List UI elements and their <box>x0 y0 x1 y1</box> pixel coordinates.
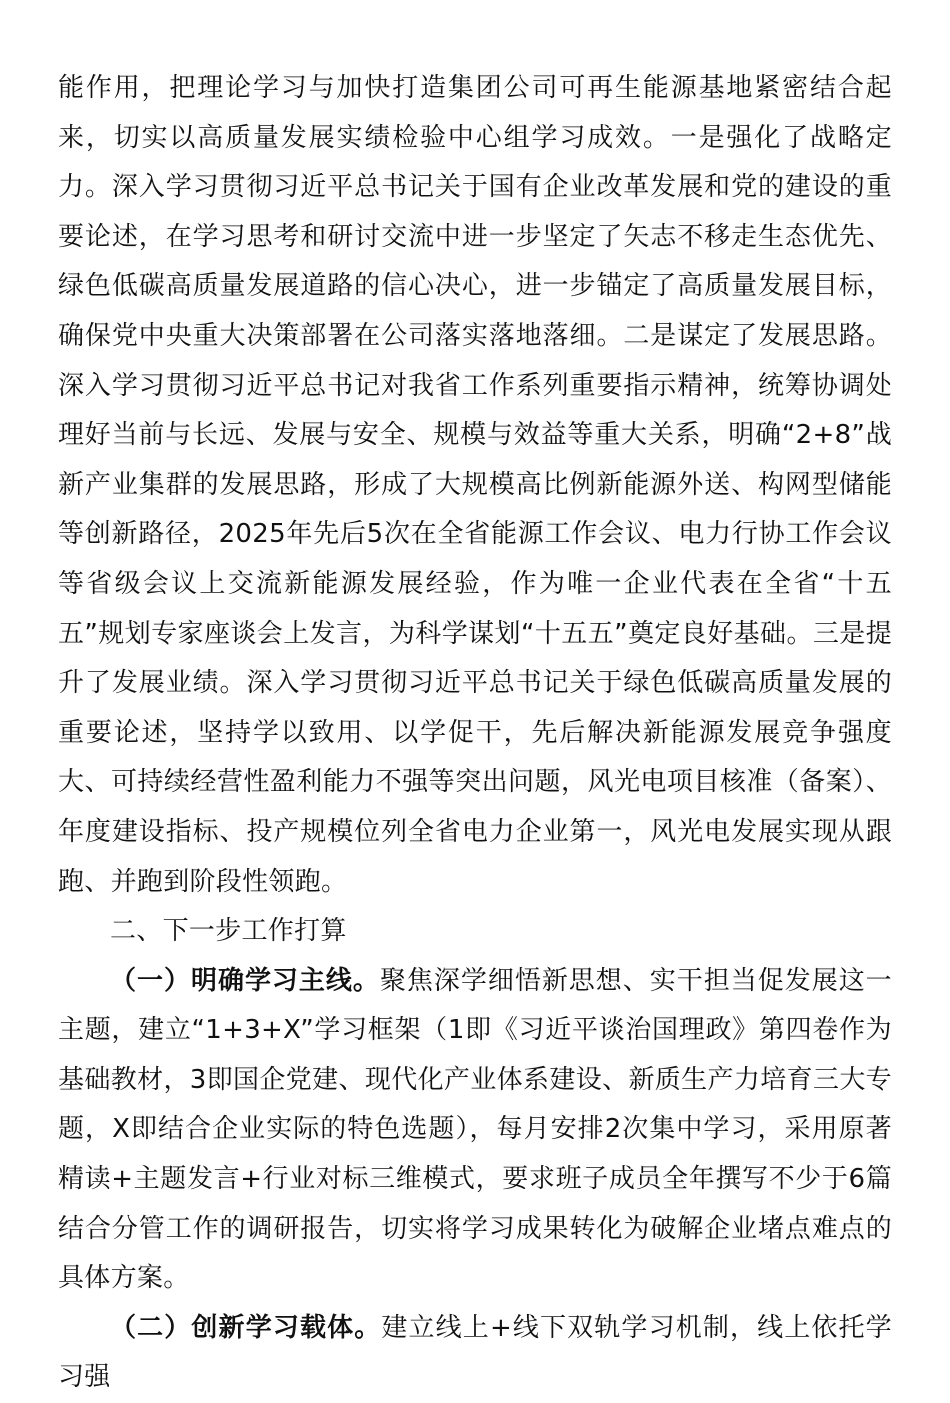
item-2-lead: （二）创新学习载体。 <box>110 1312 382 1343</box>
paragraph-item-1 <box>58 957 892 1304</box>
item-2-body: 建立线上+线下双轨学习机制，线上依托学习强 <box>58 1312 892 1393</box>
paragraph-continuation: 能作用，把理论学习与加快打造集团公司可再生能源基地紧密结合起来，切实以高质量发展实绩检验中心组学习成效。一是强化了战略定力。深入学习贯彻习近平总书记关于国有企业改革发展和党的建设的重要论述，在学习思考和研讨交流中进一步坚定了矢志不移走生态优先、绿色低碳高质量发展道路的信心决心，进一步锚定了高质量发展目标，确保党中央重大决策部署在公司落实落地落细。二是谋定了发展思路。深入学习贯彻习近平总书记对我省工作系列重要指示精神，统筹协调处理好当前与长远、发展与安全、规模与效益等重大关系，明确“2+8”战新产业集群的发展思路，形成了大规模高比例新能源外送、构网型储能等创新路径，2025年先后5次在全省能源工作会议、电力行协工作会议等省级会议上交流新能源发展经验，作为唯一企业代表在全省“十五五”规划专家座谈会上发言，为科学谋划“十五五”奠定良好基础。三是提升了发展业绩。深入学习贯彻习近平总书记关于绿色低碳高质量发展的重要论述，坚持学以致用、以学促干，先后解决新能源发展竞争强度大、可持续经营性盈利能力不强等突出问题，风光电项目核准（备案）、年度建设指标、投产规模位列全省电力企业第一，风光电发展实现从跟跑、并跑到阶段性领跑。 <box>58 73 892 897</box>
paragraph-item-2 <box>58 1304 892 1403</box>
section-heading: 二、下一步工作打算 <box>110 916 347 947</box>
item-1-lead: （一）明确学习主线。 <box>110 965 380 996</box>
item-1-body: 聚焦深学细悟新思想、实干担当促发展这一主题，建立“1+3+X”学习框架（1即《习近平谈治国理政》第四卷作为基础教材，3即国企党建、现代化产业体系建设、新质生产力培育三大专题，X即结合企业实际的特色选题），每月安排2次集中学习，采用原著精读+主题发言+行业对标三维模式，要求班子成员全年撰写不少于6篇结合分管工作的调研报告，切实将学习成果转化为破解企业堵点难点的具体方案。 <box>58 965 892 1294</box>
